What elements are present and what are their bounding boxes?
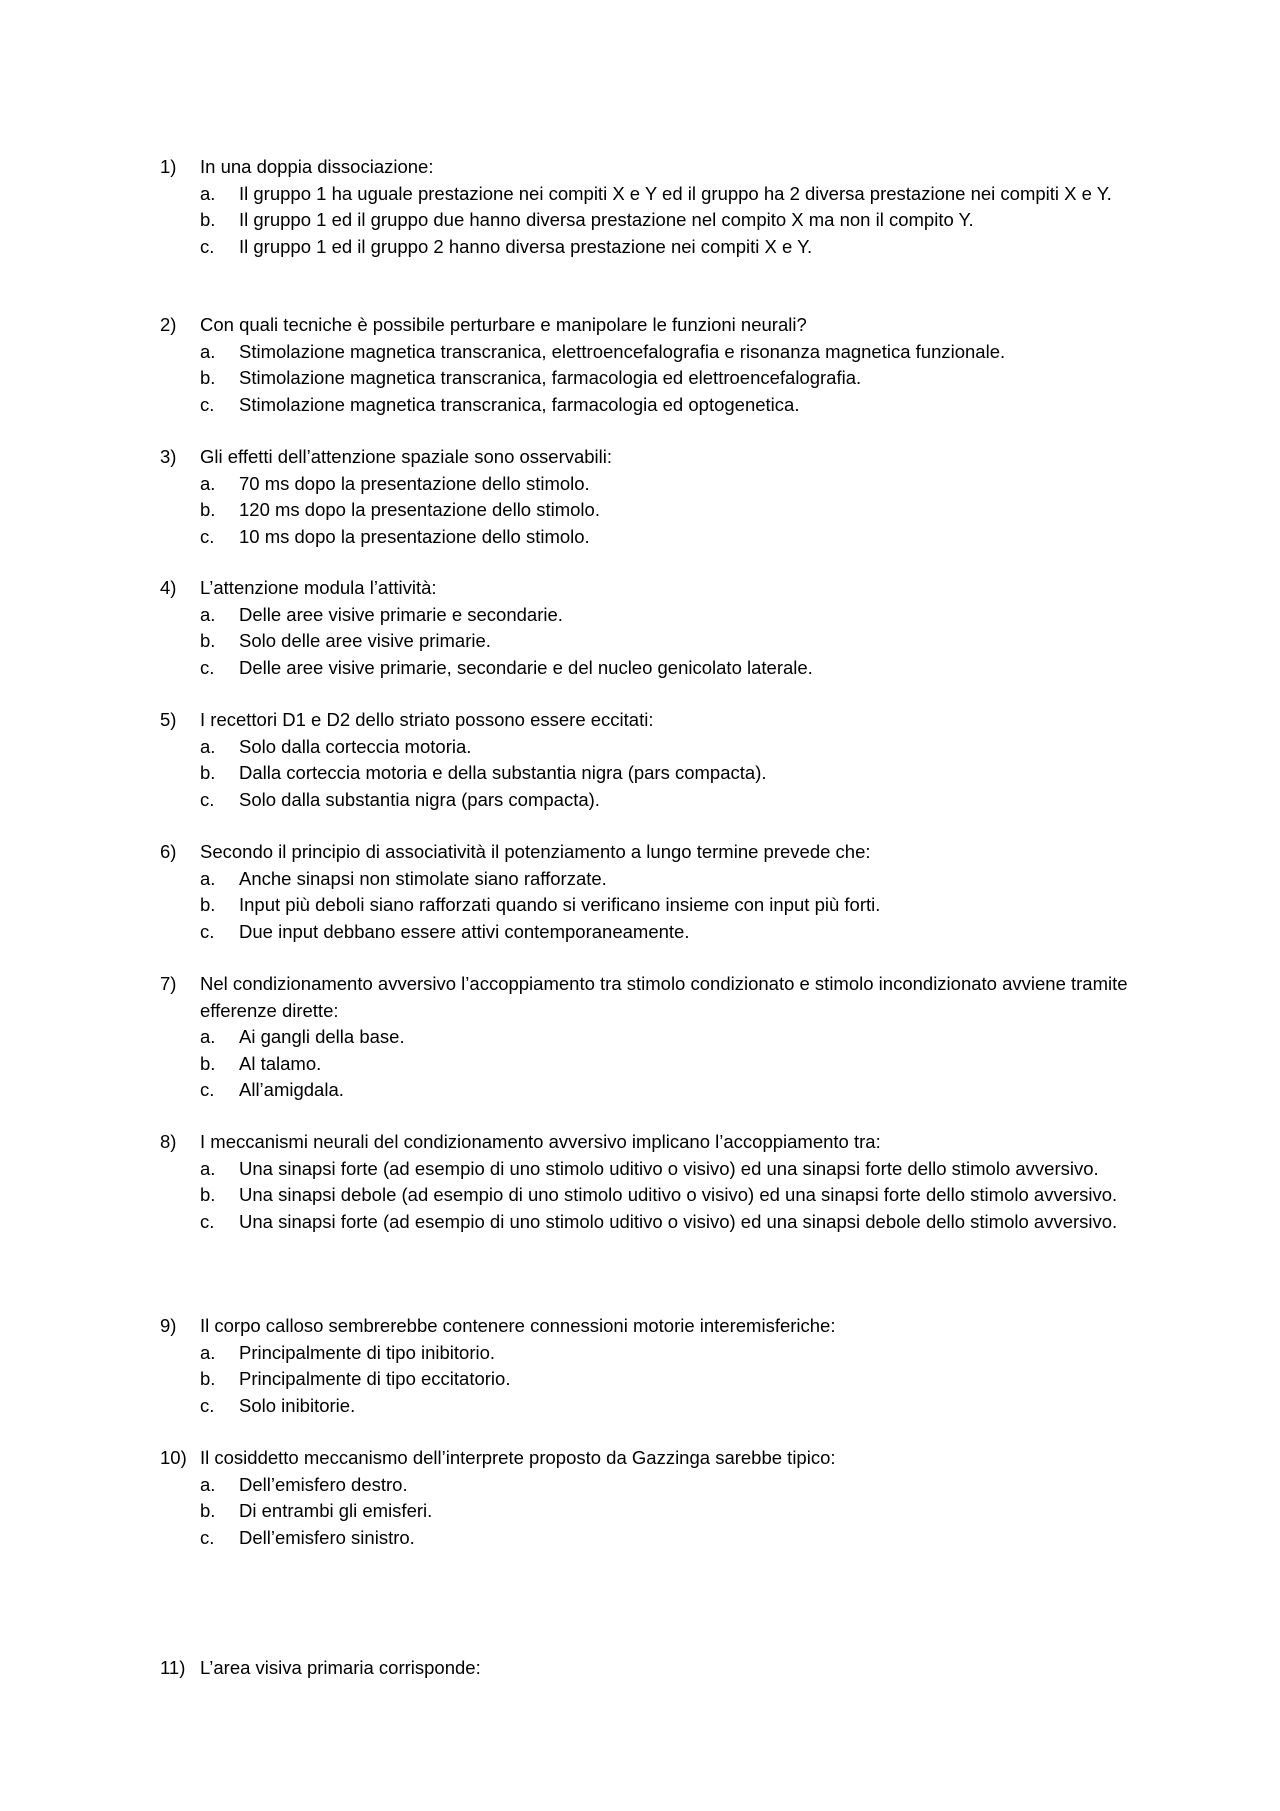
option-c [200, 524, 1170, 551]
question-10 [160, 1445, 1170, 1551]
question-text: I recettori D1 e D2 dello striato possono essere eccitati: [200, 709, 654, 730]
option-letter: b. [200, 1052, 216, 1074]
option-b [200, 1366, 1170, 1393]
option-a [200, 181, 1170, 208]
option-c [200, 655, 1170, 682]
option-letter: c. [200, 235, 215, 257]
option-letter: c. [200, 1210, 215, 1232]
option-text: Solo delle aree visive primarie. [239, 630, 491, 651]
option-b [200, 1182, 1170, 1209]
option-text: All’amigdala. [239, 1079, 344, 1100]
option-letter: c. [200, 1394, 215, 1416]
option-letter: b. [200, 367, 216, 388]
option-text: Delle aree visive primarie, secondarie e del nucleo genicolato laterale. [239, 656, 813, 678]
option-letter: c. [200, 525, 215, 547]
option-text: Dalla corteccia motoria e della substantia nigra (pars compacta). [239, 762, 767, 783]
question-4 [160, 575, 1170, 681]
option-letter: a. [200, 182, 216, 204]
question-number: 8) [160, 1131, 177, 1152]
option-c [200, 1393, 1170, 1420]
option-b [200, 1051, 1170, 1078]
question-number: 4) [160, 577, 177, 598]
option-a [200, 602, 1170, 629]
option-text: Stimolazione magnetica transcranica, farmacologia ed elettroencefalografia. [239, 367, 862, 388]
option-b [200, 760, 1170, 787]
option-letter: b. [200, 762, 216, 783]
question-number: 3) [160, 446, 177, 467]
question-text: Gli effetti dell’attenzione spaziale sono osservabili: [200, 446, 613, 467]
option-letter: a. [200, 1341, 216, 1363]
question-text: Con quali tecniche è possibile perturbare e manipolare le funzioni neurali? [200, 314, 807, 335]
question-line [160, 1313, 1170, 1340]
option-b [200, 892, 1170, 919]
question-text: L’attenzione modula l’attività: [200, 577, 437, 598]
question-text: L’area visiva primaria corrisponde: [200, 1657, 481, 1678]
question-line [160, 444, 1170, 471]
question-number: 10) [160, 1447, 187, 1468]
option-letter: c. [200, 393, 215, 415]
option-letter: a. [200, 340, 216, 362]
option-a [200, 1156, 1170, 1183]
option-letter: b. [200, 1184, 216, 1205]
option-text: Input più deboli siano rafforzati quando si verificano insieme con input più forti. [239, 894, 881, 915]
question-9 [160, 1313, 1170, 1419]
question-number: 7) [160, 973, 177, 994]
option-letter: b. [200, 209, 216, 230]
option-a [200, 471, 1170, 498]
option-letter: a. [200, 1157, 216, 1179]
question-7 [160, 971, 1170, 1104]
option-c [200, 1525, 1170, 1552]
option-text: 120 ms dopo la presentazione dello stimolo. [239, 499, 600, 520]
option-letter: b. [200, 1500, 216, 1521]
option-a [200, 1024, 1170, 1051]
option-text: Due input debbano essere attivi contemporaneamente. [239, 920, 690, 942]
option-c [200, 787, 1170, 814]
question-text: Il corpo calloso sembrerebbe contenere connessioni motorie interemisferiche: [200, 1315, 836, 1336]
option-text: Solo dalla substantia nigra (pars compacta). [239, 788, 600, 810]
option-b [200, 1498, 1170, 1525]
question-line [160, 1445, 1170, 1472]
question-5 [160, 707, 1170, 813]
question-line [160, 707, 1170, 734]
option-text: Principalmente di tipo inibitorio. [239, 1341, 496, 1363]
question-number: 5) [160, 709, 177, 730]
option-letter: a. [200, 1473, 216, 1495]
question-text: Il cosiddetto meccanismo dell’interprete proposto da Gazzinga sarebbe tipico: [200, 1447, 836, 1468]
question-text: Nel condizionamento avversivo l’accoppiamento tra stimolo condizionato e stimolo incondizionato avviene tramite efferenze dirette: [200, 973, 1128, 1021]
option-text: Dell’emisfero destro. [239, 1473, 408, 1495]
question-line [160, 575, 1170, 602]
option-letter: b. [200, 1368, 216, 1389]
option-letter: c. [200, 920, 215, 942]
question-line [160, 971, 1170, 1024]
option-text: Principalmente di tipo eccitatorio. [239, 1368, 511, 1389]
question-line [160, 154, 1170, 181]
option-text: Il gruppo 1 ed il gruppo due hanno diversa prestazione nel compito X ma non il compito Y. [239, 209, 974, 230]
option-letter: a. [200, 472, 216, 494]
option-text: Solo inibitorie. [239, 1394, 356, 1416]
question-number: 9) [160, 1315, 177, 1336]
option-a [200, 1340, 1170, 1367]
option-text: Ai gangli della base. [239, 1026, 405, 1047]
option-a [200, 339, 1170, 366]
option-text: Stimolazione magnetica transcranica, elettroencefalografia e risonanza magnetica funzionale. [239, 340, 1006, 362]
option-text: Una sinapsi forte (ad esempio di uno stimolo uditivo o visivo) ed una sinapsi forte dello stimolo avversivo. [239, 1157, 1099, 1179]
option-text: Una sinapsi forte (ad esempio di uno stimolo uditivo o visivo) ed una sinapsi debole dello stimolo avversivo. [239, 1210, 1118, 1232]
option-c [200, 1209, 1170, 1236]
option-text: 10 ms dopo la presentazione dello stimolo. [239, 525, 590, 547]
option-b [200, 628, 1170, 655]
option-text: Il gruppo 1 ha uguale prestazione nei compiti X e Y ed il gruppo ha 2 diversa prestazione nei compiti X e Y. [239, 182, 1112, 204]
option-letter: b. [200, 894, 216, 915]
question-11 [160, 1655, 1170, 1682]
option-c [200, 392, 1170, 419]
option-letter: c. [200, 1079, 215, 1100]
option-a [200, 1472, 1170, 1499]
option-text: Una sinapsi debole (ad esempio di uno stimolo uditivo o visivo) ed una sinapsi forte dello stimolo avversivo. [239, 1184, 1118, 1205]
question-8 [160, 1129, 1170, 1235]
option-letter: a. [200, 603, 216, 625]
option-b [200, 365, 1170, 392]
question-number: 2) [160, 314, 177, 335]
option-letter: a. [200, 735, 216, 757]
option-text: Al talamo. [239, 1052, 322, 1074]
option-text: Di entrambi gli emisferi. [239, 1500, 433, 1521]
option-text: Il gruppo 1 ed il gruppo 2 hanno diversa prestazione nei compiti X e Y. [239, 235, 813, 257]
question-2 [160, 312, 1170, 418]
option-text: 70 ms dopo la presentazione dello stimolo. [239, 472, 590, 494]
question-text: Secondo il principio di associatività il potenziamento a lungo termine prevede che: [200, 841, 871, 862]
option-c [200, 919, 1170, 946]
option-letter: c. [200, 1526, 215, 1548]
option-text: Delle aree visive primarie e secondarie. [239, 603, 563, 625]
option-letter: b. [200, 630, 216, 651]
option-letter: a. [200, 1026, 216, 1047]
option-letter: b. [200, 499, 216, 520]
question-number: 6) [160, 841, 177, 862]
option-b [200, 207, 1170, 234]
option-letter: c. [200, 788, 215, 810]
option-letter: c. [200, 656, 215, 678]
option-text: Dell’emisfero sinistro. [239, 1526, 415, 1548]
option-text: Stimolazione magnetica transcranica, farmacologia ed optogenetica. [239, 393, 800, 415]
question-line [160, 312, 1170, 339]
question-text: In una doppia dissociazione: [200, 156, 434, 177]
question-line [160, 1129, 1170, 1156]
question-number: 1) [160, 156, 177, 177]
option-a [200, 866, 1170, 893]
question-text: I meccanismi neurali del condizionamento avversivo implicano l’accoppiamento tra: [200, 1131, 881, 1152]
option-c [200, 234, 1170, 261]
question-line [160, 1655, 1170, 1682]
option-text: Solo dalla corteccia motoria. [239, 735, 472, 757]
question-number: 11) [160, 1657, 186, 1678]
option-a [200, 734, 1170, 761]
option-b [200, 497, 1170, 524]
option-text: Anche sinapsi non stimolate siano rafforzate. [239, 867, 607, 889]
option-letter: a. [200, 867, 216, 889]
question-3 [160, 444, 1170, 550]
question-line [160, 839, 1170, 866]
question-6 [160, 839, 1170, 945]
question-1 [160, 154, 1170, 260]
option-c [200, 1077, 1170, 1104]
